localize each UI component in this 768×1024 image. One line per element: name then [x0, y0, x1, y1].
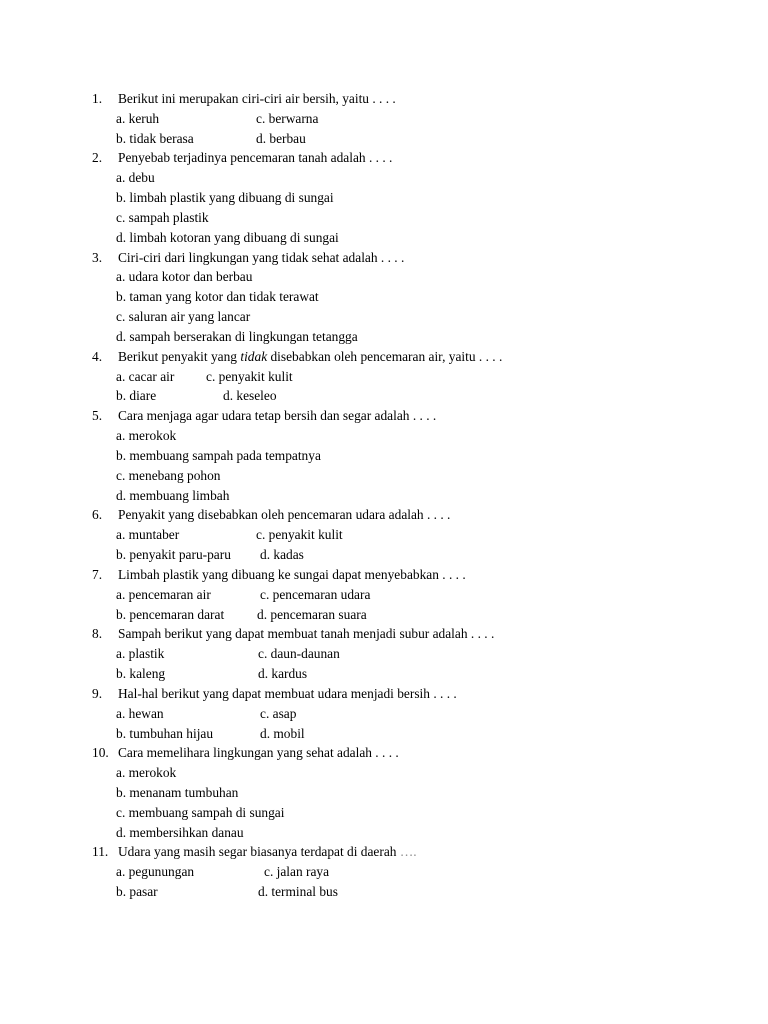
- option-row: [92, 386, 728, 406]
- option: c. jalan raya: [264, 864, 330, 880]
- option: d. sampah berserakan di lingkungan tetangga: [116, 328, 358, 344]
- option: d. membersihkan danau: [116, 824, 244, 840]
- option: b. kaleng: [116, 666, 166, 682]
- option-row: [92, 545, 728, 565]
- question-list: [92, 89, 728, 902]
- option: b. pencemaran darat: [116, 606, 225, 622]
- question-number: 10.: [92, 745, 109, 761]
- question-6: [92, 505, 728, 525]
- option: d. kardus: [258, 666, 308, 682]
- option: c. penyakit kulit: [256, 527, 343, 543]
- question-number: 4.: [92, 348, 103, 364]
- question-number: 7.: [92, 566, 103, 582]
- option-row: [92, 605, 728, 625]
- question-text: Cara menjaga agar udara tetap bersih dan segar adalah . . . .: [118, 408, 437, 424]
- question-1: [92, 89, 728, 109]
- question-text-end: disebabkan oleh pencemaran air, yaitu . . . .: [267, 348, 503, 364]
- question-text: Ciri-ciri dari lingkungan yang tidak sehat adalah . . . .: [118, 249, 405, 265]
- question-4: [92, 347, 728, 367]
- option: b. membuang sampah pada tempatnya: [116, 447, 321, 463]
- option-row: [92, 704, 728, 724]
- option: d. kadas: [260, 547, 304, 563]
- question-8: [92, 624, 728, 644]
- option: c. membuang sampah di sungai: [116, 804, 285, 820]
- option-row: [92, 585, 728, 605]
- question-text: Udara yang masih segar biasanya terdapat di daerah: [118, 844, 400, 860]
- question-number: 8.: [92, 626, 103, 642]
- question-9: [92, 684, 728, 704]
- option-row: [92, 129, 728, 149]
- option: a. merokok: [116, 765, 177, 781]
- option: a. udara kotor dan berbau: [116, 269, 253, 285]
- option-row: [92, 525, 728, 545]
- option: a. hewan: [116, 705, 164, 721]
- question-text: Limbah plastik yang dibuang ke sungai dapat menyebabkan . . . .: [118, 566, 466, 582]
- question-number: 9.: [92, 685, 103, 701]
- option: d. terminal bus: [258, 884, 338, 900]
- question-emphasis: tidak: [240, 348, 268, 364]
- option: d. mobil: [260, 725, 305, 741]
- option: c. menebang pohon: [116, 467, 221, 483]
- question-10: [92, 743, 728, 763]
- option-row: [92, 882, 728, 902]
- option: b. taman yang kotor dan tidak terawat: [116, 289, 319, 305]
- option: c. sampah plastik: [116, 209, 209, 225]
- option: c. asap: [260, 705, 297, 721]
- option: b. pasar: [116, 884, 158, 900]
- option: a. pencemaran air: [116, 586, 211, 602]
- option: d. limbah kotoran yang dibuang di sungai: [116, 229, 339, 245]
- option: b. menanam tumbuhan: [116, 784, 239, 800]
- option: d. keseleo: [223, 388, 277, 404]
- option: a. muntaber: [116, 527, 180, 543]
- option: a. merokok: [116, 428, 177, 444]
- option: b. diare: [116, 388, 157, 404]
- option: c. berwarna: [256, 110, 319, 126]
- question-text: Cara memelihara lingkungan yang sehat adalah . . . .: [118, 745, 399, 761]
- question-text: Hal-hal berikut yang dapat membuat udara menjadi bersih . . . .: [118, 685, 457, 701]
- question-text: Penyebab terjadinya pencemaran tanah adalah . . . .: [118, 150, 393, 166]
- question-11: [92, 842, 728, 862]
- option: b. penyakit paru-paru: [116, 547, 231, 563]
- option-row: [92, 724, 728, 744]
- option: c. penyakit kulit: [206, 368, 293, 384]
- question-2: [92, 148, 728, 168]
- question-text: Berikut penyakit yang: [118, 348, 241, 364]
- question-3: [92, 248, 728, 268]
- option-row: [92, 862, 728, 882]
- question-number: 3.: [92, 249, 103, 265]
- option: b. tidak berasa: [116, 130, 194, 146]
- option-row: [92, 367, 728, 387]
- option: a. cacar air: [116, 368, 175, 384]
- option: d. pencemaran suara: [257, 606, 367, 622]
- question-text: Berikut ini merupakan ciri-ciri air bersih, yaitu . . . .: [118, 91, 396, 106]
- question-ellipsis: ….: [399, 844, 417, 860]
- option: c. pencemaran udara: [260, 586, 371, 602]
- option: a. debu: [116, 170, 155, 186]
- question-number: 1.: [92, 91, 103, 106]
- question-number: 2.: [92, 150, 103, 166]
- option-row: [92, 109, 728, 129]
- question-text: Sampah berikut yang dapat membuat tanah menjadi subur adalah . . . .: [118, 626, 495, 642]
- option: d. berbau: [256, 130, 306, 146]
- option: b. tumbuhan hijau: [116, 725, 214, 741]
- option: a. pegunungan: [116, 864, 195, 880]
- question-text: Penyakit yang disebabkan oleh pencemaran udara adalah . . . .: [118, 507, 451, 523]
- option: d. membuang limbah: [116, 487, 230, 503]
- question-5: [92, 406, 728, 426]
- question-number: 6.: [92, 507, 103, 523]
- option-row: [92, 644, 728, 664]
- option: b. limbah plastik yang dibuang di sungai: [116, 190, 334, 206]
- option: c. daun-daunan: [258, 646, 340, 662]
- question-number: 11.: [92, 844, 109, 860]
- option: a. keruh: [116, 110, 160, 126]
- option: a. plastik: [116, 646, 165, 662]
- option: c. saluran air yang lancar: [116, 309, 251, 325]
- option-row: [92, 664, 728, 684]
- question-7: [92, 565, 728, 585]
- question-number: 5.: [92, 408, 103, 424]
